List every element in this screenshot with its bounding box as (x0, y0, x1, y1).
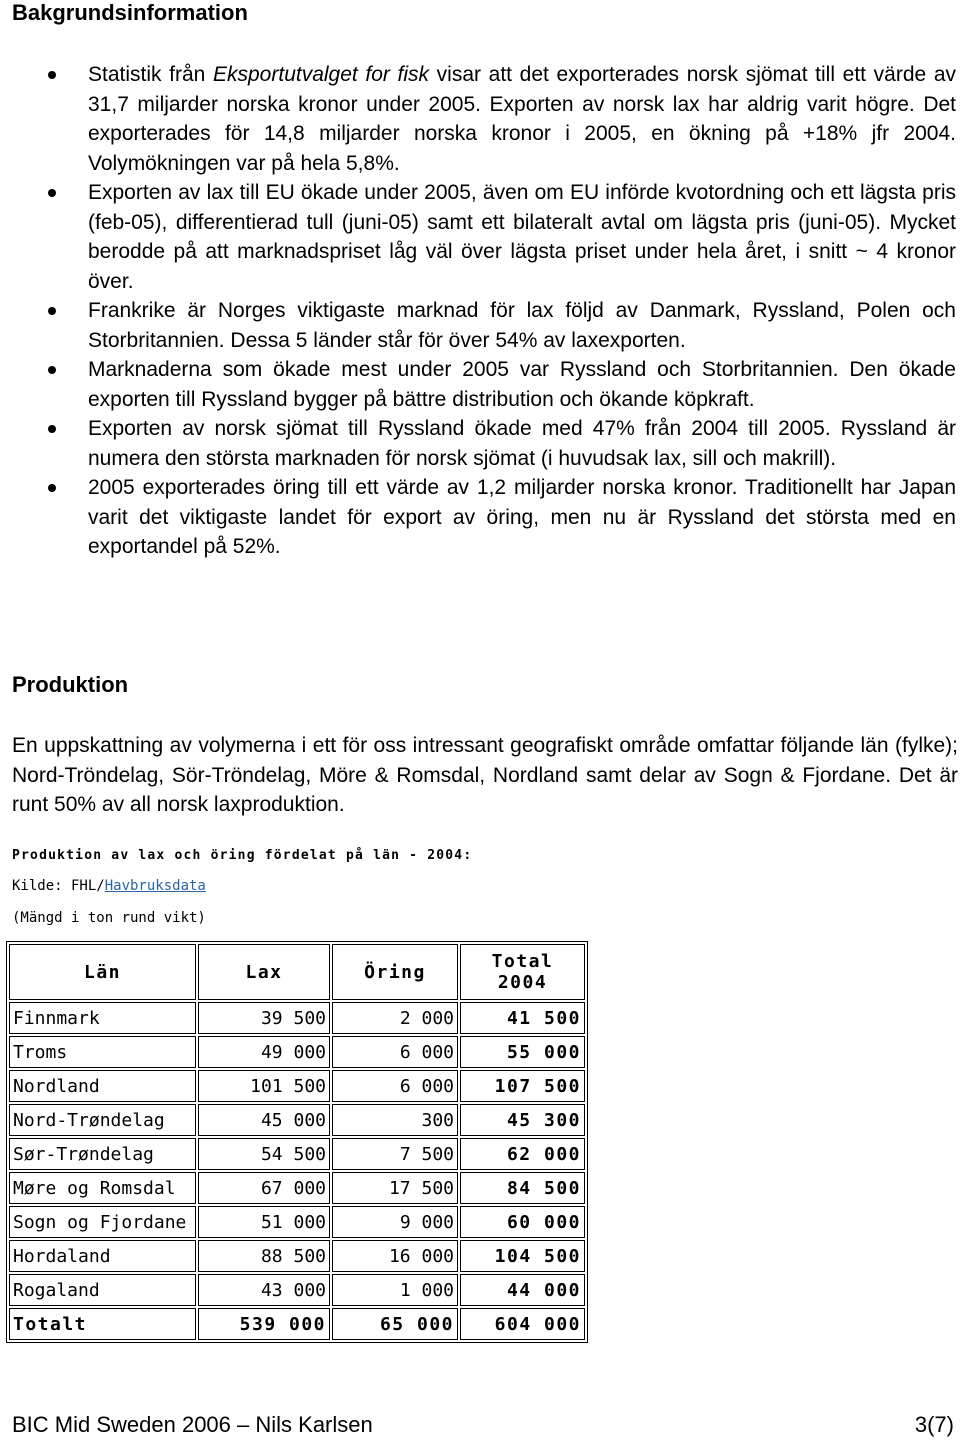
cell-lan: Nordland (9, 1070, 196, 1102)
cell-total: 84 500 (460, 1172, 585, 1204)
cell-total-oring: 65 000 (332, 1308, 458, 1340)
bullet-text: 2005 exporterades öring till ett värde av 1,2 miljarder norska kronor. Traditionellt har Japan varit det viktigaste landet för export av öring, men nu är Ryssland det största med en exportandel på 52%. (88, 476, 956, 558)
cell-lax: 39 500 (198, 1002, 330, 1034)
section-heading-background: Bakgrundsinformation (12, 0, 248, 25)
cell-total: 60 000 (460, 1206, 585, 1238)
table-row (9, 1172, 585, 1204)
cell-total: 107 500 (460, 1070, 585, 1102)
cell-total: 41 500 (460, 1002, 585, 1034)
havbruksdata-link[interactable]: Havbruksdata (104, 878, 206, 894)
cell-lan: Rogaland (9, 1274, 196, 1306)
table-row (9, 1274, 585, 1306)
cell-oring: 16 000 (332, 1240, 458, 1272)
table-source (12, 878, 206, 894)
cell-oring: 9 000 (332, 1206, 458, 1238)
production-table (6, 941, 588, 1343)
cell-oring: 6 000 (332, 1070, 458, 1102)
table-total-row (9, 1308, 585, 1340)
bullet-item (0, 178, 960, 296)
cell-total: 62 000 (460, 1138, 585, 1170)
cell-oring: 17 500 (332, 1172, 458, 1204)
table-unit-note: (Mängd i ton rund vikt) (12, 910, 206, 926)
cell-lax: 67 000 (198, 1172, 330, 1204)
table-row (9, 1036, 585, 1068)
cell-lax: 45 000 (198, 1104, 330, 1136)
bullet-dot-icon (48, 366, 56, 374)
bullet-text: Marknaderna som ökade mest under 2005 var Ryssland och Storbritannien. Den ökade exporten till Ryssland bygger på bättre distribution och ökande köpkraft. (88, 358, 956, 411)
header-total-line2: 2004 (497, 972, 548, 993)
cell-oring: 300 (332, 1104, 458, 1136)
bullet-text: Exporten av norsk sjömat till Ryssland ökade med 47% från 2004 till 2005. Ryssland är numera den största marknaden för norsk sjömat (i huvudsak lax, sill och makrill). (88, 417, 956, 470)
section-heading-production: Produktion (12, 672, 129, 697)
background-bullet-list (0, 60, 960, 562)
bullet-item (0, 296, 960, 355)
table-source-prefix: Kilde: FHL/ (12, 878, 105, 894)
cell-lax: 54 500 (198, 1138, 330, 1170)
bullet-text-post: visar att det exporterades norsk sjömat till ett värde av 31,7 miljarder norska kronor under 2005. Exporten av norsk lax har aldrig varit högre. Det exporterades för 14,8 miljarder norska kronor i 2005, en ökning på +18% jfr 2004. Volymökningen var på hela 5,8%. (88, 63, 956, 175)
bullet-item (0, 414, 960, 473)
header-total (460, 944, 585, 1000)
bullet-dot-icon (48, 71, 56, 79)
cell-oring: 6 000 (332, 1036, 458, 1068)
cell-lax: 43 000 (198, 1274, 330, 1306)
header-total-line1: Total (491, 951, 554, 972)
cell-lax: 101 500 (198, 1070, 330, 1102)
table-row (9, 1070, 585, 1102)
bullet-dot-icon (48, 307, 56, 315)
header-oring: Öring (332, 944, 458, 1000)
bullet-text-italic-source: Eksportutvalget for fisk (213, 63, 430, 86)
cell-oring: 7 500 (332, 1138, 458, 1170)
production-paragraph: En uppskattning av volymerna i ett för oss intressant geografiskt område omfattar följande län (fylke); Nord-Tröndelag, Sör-Tröndelag, Möre & Romsdal, Nordland samt delar av Sogn & Fjordane. Det är runt 50% av all norsk laxproduktion. (12, 734, 958, 816)
cell-total-label: Totalt (9, 1308, 196, 1340)
cell-lan: Nord-Trøndelag (9, 1104, 196, 1136)
cell-oring: 2 000 (332, 1002, 458, 1034)
bullet-dot-icon (48, 425, 56, 433)
cell-total: 104 500 (460, 1240, 585, 1272)
table-row (9, 1138, 585, 1170)
bullet-item (0, 473, 960, 562)
bullet-text: Frankrike är Norges viktigaste marknad för lax följd av Danmark, Ryssland, Polen och Storbritannien. Dessa 5 länder står för över 54% av laxexporten. (88, 299, 956, 352)
cell-lan: Finnmark (9, 1002, 196, 1034)
footer-author: BIC Mid Sweden 2006 – Nils Karlsen (12, 1412, 373, 1437)
cell-total-all: 604 000 (460, 1308, 585, 1340)
cell-lan: Troms (9, 1036, 196, 1068)
cell-total: 44 000 (460, 1274, 585, 1306)
bullet-text: Exporten av lax till EU ökade under 2005, även om EU införde kvotordning och ett lägsta pris (feb-05), differentierad tull (juni-05) samt ett bilateralt avtal om lägsta pris (juni-05). Mycket berodde på att marknadspriset låg väl över lägsta priset under hela året, i snitt ~ 4 kronor över. (88, 181, 956, 293)
cell-lax: 88 500 (198, 1240, 330, 1272)
bullet-item (0, 60, 960, 178)
header-lax: Lax (198, 944, 330, 1000)
bullet-dot-icon (48, 189, 56, 197)
table-caption: Produktion av lax och öring fördelat på län - 2004: (12, 848, 473, 863)
footer-page-number: 3(7) (914, 1412, 954, 1437)
cell-lan: Hordaland (9, 1240, 196, 1272)
cell-lan: Møre og Romsdal (9, 1172, 196, 1204)
header-lan: Län (9, 944, 196, 1000)
cell-lan: Sogn og Fjordane (9, 1206, 196, 1238)
table-header-row (9, 944, 585, 1000)
cell-oring: 1 000 (332, 1274, 458, 1306)
table-row (9, 1104, 585, 1136)
cell-total: 55 000 (460, 1036, 585, 1068)
cell-lax: 51 000 (198, 1206, 330, 1238)
table-row (9, 1002, 585, 1034)
table-row (9, 1206, 585, 1238)
cell-total-lax: 539 000 (198, 1308, 330, 1340)
bullet-text-pre: Statistik från (88, 63, 213, 86)
bullet-item (0, 355, 960, 414)
cell-lax: 49 000 (198, 1036, 330, 1068)
cell-lan: Sør-Trøndelag (9, 1138, 196, 1170)
cell-total: 45 300 (460, 1104, 585, 1136)
table-row (9, 1240, 585, 1272)
bullet-dot-icon (48, 484, 56, 492)
